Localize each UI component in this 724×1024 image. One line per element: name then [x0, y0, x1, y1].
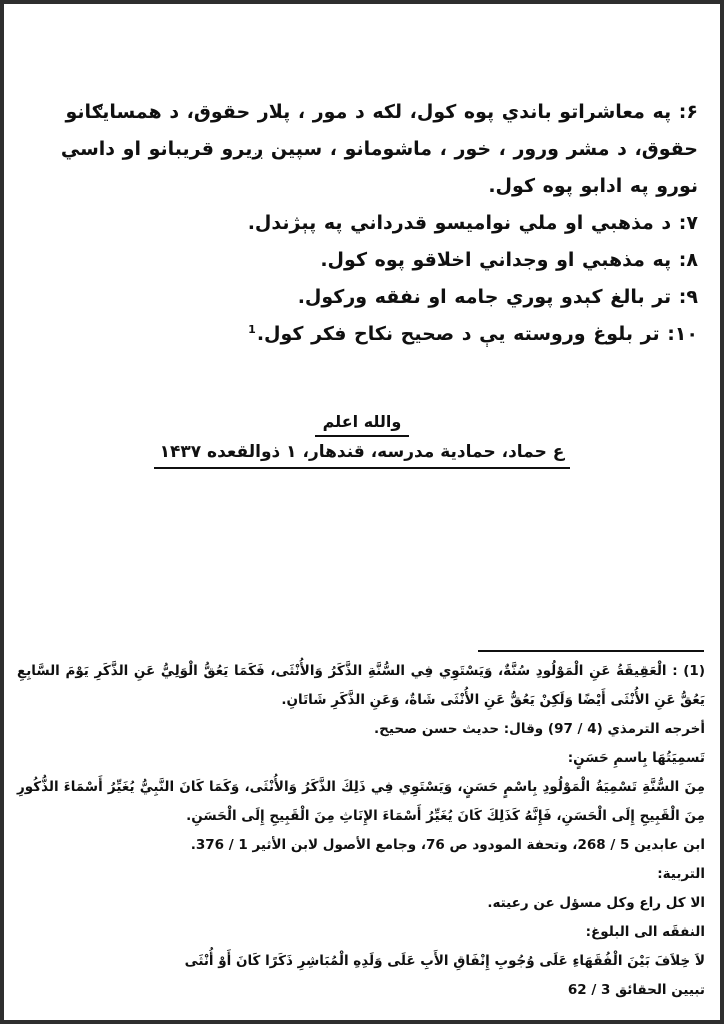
pashto-list-item: ۸: په مذهبي او وجداني اخلاقو پوه کول.: [320, 249, 698, 271]
footnote-paragraph: مِنَ السُّنَّةِ تَسْمِيَةُ الْمَوْلُودِ بِاسْمٍ حَسَنٍ، وَيَسْتَوِي فِي ذَلِكَ الذَّكَرُ وَالأُنْثَى، وَكَمَا كَانَ النَّبِيُّ يُغَيِّرُ أَسْمَاءَ الذُّكُورِ مِنَ الْقَبِيحِ إِلَى الْحَسَنِ، فَإِنَّهُ كَذَلِكَ كَانَ يُغَيِّرُ أَسْمَاءَ الإِنَاثِ مِنَ الْقَبِيحِ إِلَى الْحَسَنِ.: [17, 779, 705, 824]
signature-block: [4, 412, 720, 469]
footnote-section: [17, 657, 705, 1005]
pashto-list-item: ۷: د مذهبي او ملي نواميسو قدرداني په پېژندل.: [247, 212, 698, 234]
pashto-list-item: ۱۰: تر بلوغ وروسته يې د صحيح نکاح فکر کول.$^1$: [248, 322, 698, 345]
footnote-paragraph: لاَ خِلاَفَ بَيْنَ الْفُقَهَاءِ عَلَى وُجُوبِ إِنْفَاقِ الأَبِ عَلَى وَلَدِهِ الْمُبَاشِرِ ذَكَرًا كَانَ أَوْ أُنْثَى: [184, 953, 705, 969]
footnote-paragraph: النفقَه الى البلوغ:: [585, 924, 705, 940]
footnote-paragraph: (1) : الْعَقِيقَةُ عَنِ الْمَوْلُودِ سُنَّةٌ، وَيَسْتَوِي فِي السُّنَّةِ الذَّكَرُ وَالأُنْثَى، فَكَمَا يَعُقُّ الْوَلِيُّ عَنِ الذَّكَرِ يَوْمَ السَّابِعِ يَعُقُّ عَنِ الأُنْثَى أَيْضًا وَلَكِنْ يَعُقُّ عَنِ الأُنْثَى شَاةٌ، وَعَنِ الذَّكَرِ شَاتَانِ.: [17, 663, 705, 708]
pashto-list-section: [26, 94, 698, 353]
signature-line-wrap: [4, 442, 720, 469]
footnote-paragraph: ابن عابدين 5 / 268، وتحفة المودود ص 76، وجامع الأصول لابن الأثير 1 / 376.: [190, 837, 705, 853]
allahu-alam-line: والله اعلم: [315, 412, 410, 437]
author-signature-line: ع حماد، حمادية مدرسه، قندهار، ۱ ذوالقعده ۱۴۳۷: [154, 442, 571, 469]
footnote-paragraph: الا كل راع وكل مسؤل عن رعيته.: [487, 895, 705, 911]
pashto-list-item: ۹: تر بالغ کېدو پوري جامه او نفقه ورکول.: [297, 286, 698, 308]
pashto-list-item: ۶: په معاشراتو باندي پوه کول، لکه د مور ، پلار حقوق، د همسايګانو حقوق، د مشر ورور ، خور ، ماشومانو ، سپين ږيرو قريبانو او داسي نورو په ادابو پوه کول.: [60, 101, 698, 197]
footnote-separator-rule: [478, 650, 704, 652]
footnote-ref-marker: 1: [248, 322, 256, 336]
footnote-paragraph: تَسمِيَتُهَا بِاسمِ حَسَنٍ:: [567, 750, 705, 766]
footnote-paragraph: أخرجه الترمذي (4 / 97) وقال: حديث حسن صحيح.: [374, 721, 705, 737]
footnote-paragraph: تبيين الحقائق 3 / 62: [567, 982, 705, 998]
footnote-paragraph: التربية:: [657, 866, 705, 882]
